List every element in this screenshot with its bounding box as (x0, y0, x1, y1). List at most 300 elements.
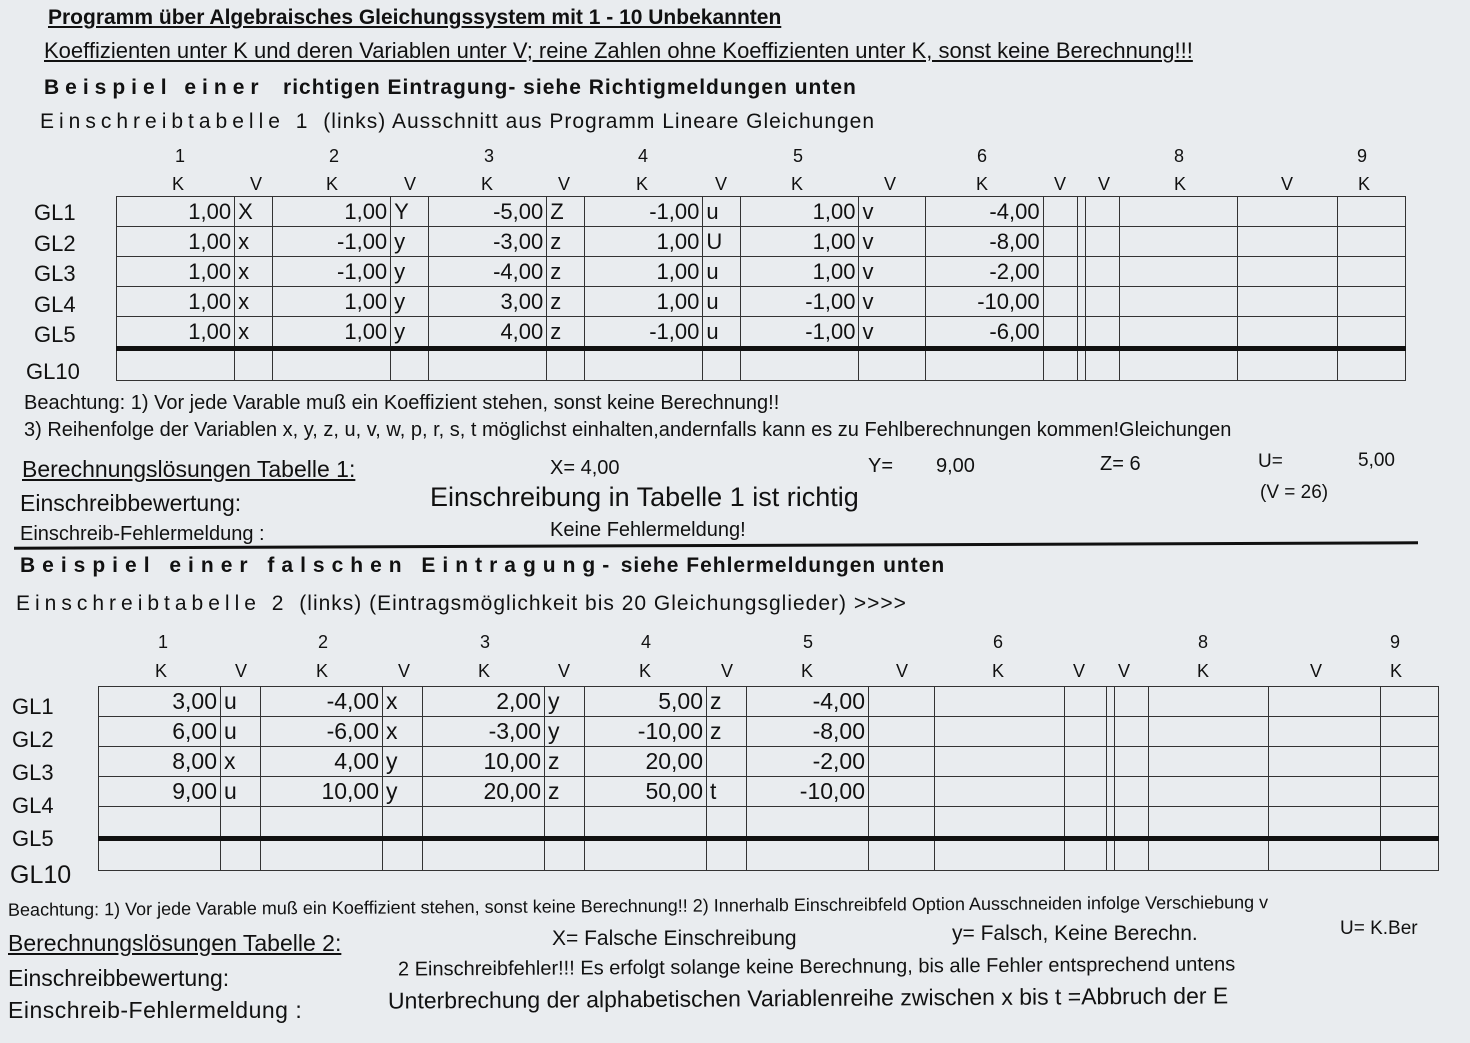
coefficient-cell[interactable]: -10,00 (585, 717, 707, 747)
section1-solution-z: Z= 6 (1100, 453, 1141, 475)
section1-v-value: (V = 26) (1260, 482, 1329, 503)
variable-cell[interactable] (1043, 317, 1077, 349)
coefficient-cell[interactable]: -4,00 (261, 687, 383, 717)
kv-label: V (1054, 174, 1067, 194)
coefficient-cell[interactable] (1077, 197, 1085, 227)
variable-cell[interactable] (1043, 349, 1077, 381)
variable-cell[interactable] (869, 717, 935, 747)
variable-cell[interactable] (221, 807, 261, 839)
coefficient-cell[interactable]: -2,00 (747, 747, 869, 777)
coefficient-cell[interactable] (1149, 839, 1269, 871)
variable-cell[interactable] (869, 839, 935, 871)
row-label: GL1 (12, 694, 54, 719)
row-label: GL2 (12, 727, 54, 752)
variable-cell[interactable] (1085, 349, 1119, 381)
coefficient-cell[interactable] (747, 839, 869, 871)
row-label: GL3 (12, 760, 54, 785)
section2-heading-spaced: Beispiel einer falschen Eintragung- (20, 554, 617, 577)
variable-cell[interactable] (1065, 807, 1107, 839)
coefficient-cell[interactable] (935, 839, 1065, 871)
coefficient-cell[interactable]: -4,00 (747, 687, 869, 717)
col-number: 6 (977, 146, 988, 166)
variable-cell[interactable]: v (859, 317, 925, 349)
variable-cell[interactable] (383, 807, 423, 839)
table-row (117, 317, 1406, 349)
coefficient-cell[interactable]: -1,00 (273, 227, 391, 257)
col-number: 6 (993, 632, 1004, 652)
variable-cell[interactable] (235, 349, 273, 381)
coefficient-cell[interactable]: 20,00 (423, 777, 545, 807)
coefficient-cell[interactable] (585, 349, 703, 381)
variable-cell[interactable]: v (859, 257, 925, 287)
coefficient-cell[interactable] (747, 807, 869, 839)
variable-cell[interactable] (1269, 717, 1381, 747)
kv-label: V (558, 174, 571, 194)
row-label: GL5 (12, 826, 54, 851)
coefficient-cell[interactable] (935, 807, 1065, 839)
section1-solutions-label: Berechnungslösungen Tabelle 1: (22, 456, 356, 482)
variable-cell[interactable]: y (391, 227, 429, 257)
variable-cell[interactable] (1269, 747, 1381, 777)
coefficient-cell[interactable]: -4,00 (429, 257, 547, 287)
coefficient-cell[interactable]: -1,00 (741, 317, 859, 349)
col-number: 1 (175, 146, 186, 166)
coefficient-cell[interactable]: 10,00 (261, 777, 383, 807)
coefficient-cell[interactable]: -8,00 (747, 717, 869, 747)
kv-label: K (155, 661, 168, 681)
section2-error-value: Unterbrechung der alphabetischen Variablenreihe zwischen x bis t =Abbruch der E (387, 982, 1229, 1014)
col-number: 3 (480, 632, 491, 652)
row-label: GL2 (34, 230, 76, 256)
col-number: 8 (1174, 146, 1185, 166)
coefficient-cell[interactable] (1337, 287, 1405, 317)
coefficient-cell[interactable]: 1,00 (117, 317, 235, 349)
coefficient-cell[interactable]: 3,00 (429, 287, 547, 317)
coefficient-cell[interactable]: -3,00 (429, 227, 547, 257)
variable-cell[interactable]: z (547, 287, 585, 317)
coefficient-cell[interactable] (99, 807, 221, 839)
variable-cell[interactable] (707, 747, 747, 777)
table-row (117, 197, 1406, 227)
variable-cell[interactable]: y (383, 777, 423, 807)
kv-label: V (715, 174, 728, 194)
variable-cell[interactable] (869, 777, 935, 807)
kv-label: K (636, 174, 649, 194)
coefficient-cell[interactable] (1149, 717, 1269, 747)
variable-cell[interactable] (1043, 197, 1077, 227)
section1-table-title-rest: (links) Ausschnitt aus Programm Lineare Gleichungen (323, 110, 876, 133)
variable-cell[interactable] (1115, 687, 1149, 717)
coefficient-cell[interactable] (429, 349, 547, 381)
coefficient-cell[interactable] (1077, 349, 1085, 381)
variable-cell[interactable] (1043, 227, 1077, 257)
variable-cell[interactable]: y (545, 717, 585, 747)
kv-label: K (1390, 661, 1403, 681)
coefficient-cell[interactable]: 10,00 (423, 747, 545, 777)
section2-note-1: Beachtung: 1) Vor jede Varable muß ein Koeffizient stehen, sonst keine Berechnung!! 2) Innerhalb Einschreibfeld Option Ausschneiden infolge Verschiebung v (7, 892, 1269, 920)
section2-solution-u: U= K.Ber (1340, 918, 1418, 939)
coefficient-cell[interactable] (1107, 717, 1115, 747)
kv-label: K (1174, 174, 1187, 194)
variable-cell[interactable]: u (221, 687, 261, 717)
variable-cell[interactable] (1115, 807, 1149, 839)
variable-cell[interactable]: x (235, 287, 273, 317)
section1-solution-u-label: U= (1258, 451, 1283, 472)
variable-cell[interactable] (383, 839, 423, 871)
section1-row-labels (26, 198, 80, 387)
col-number: 2 (329, 146, 340, 166)
coefficient-cell[interactable] (1149, 777, 1269, 807)
coefficient-cell[interactable] (1119, 349, 1237, 381)
variable-cell[interactable]: x (235, 257, 273, 287)
coefficient-cell[interactable]: -1,00 (273, 257, 391, 287)
coefficient-cell[interactable]: 3,00 (99, 687, 221, 717)
section1-solution-x: X= 4,00 (550, 457, 620, 479)
coefficient-cell[interactable]: -5,00 (429, 197, 547, 227)
table-row (99, 839, 1439, 871)
coefficient-cell[interactable] (1107, 807, 1115, 839)
coefficient-cell[interactable] (1077, 317, 1085, 349)
variable-cell[interactable] (1115, 747, 1149, 777)
coefficient-cell[interactable] (1337, 349, 1405, 381)
coefficient-cell[interactable]: 1,00 (741, 227, 859, 257)
variable-cell[interactable]: u (703, 197, 741, 227)
coefficient-cell[interactable] (1107, 839, 1115, 871)
table-row (117, 227, 1406, 257)
row-label: GL1 (34, 200, 76, 225)
section1-table-title-spaced: Einschreibtabelle 1 (40, 110, 313, 133)
coefficient-cell[interactable] (1119, 227, 1237, 257)
coefficient-cell[interactable] (1337, 317, 1405, 349)
kv-label: V (1118, 661, 1131, 681)
table-row (99, 687, 1439, 717)
variable-cell[interactable] (1269, 777, 1381, 807)
variable-cell[interactable] (1065, 747, 1107, 777)
table-row (99, 807, 1439, 839)
variable-cell[interactable] (1269, 839, 1381, 871)
coefficient-cell[interactable] (99, 839, 221, 871)
kv-label: K (172, 174, 185, 194)
col-number: 4 (641, 632, 652, 652)
row-label: GL4 (12, 793, 54, 818)
kv-label: K (326, 174, 339, 194)
coefficient-cell[interactable]: 1,00 (741, 197, 859, 227)
section2-heading (20, 554, 945, 578)
variable-cell[interactable]: y (545, 687, 585, 717)
variable-cell[interactable]: y (391, 287, 429, 317)
coefficient-cell[interactable] (1381, 839, 1439, 871)
variable-cell[interactable] (1065, 717, 1107, 747)
section2-error-label: Einschreib-Fehlermeldung : (8, 997, 303, 1023)
section1-rating-value: Einschreibung in Tabelle 1 ist richtig (430, 482, 859, 512)
kv-label: K (478, 661, 491, 681)
section2-table-title-rest: (links) (Eintragsmöglichkeit bis 20 Gleichungsglieder) >>>> (299, 592, 907, 615)
variable-cell[interactable] (1043, 287, 1077, 317)
variable-cell[interactable] (391, 349, 429, 381)
coefficient-cell[interactable]: 1,00 (273, 287, 391, 317)
entry-table-1 (116, 196, 1406, 381)
variable-cell[interactable] (869, 687, 935, 717)
variable-cell[interactable] (1065, 777, 1107, 807)
coefficient-cell[interactable]: 1,00 (741, 257, 859, 287)
variable-cell[interactable] (1237, 257, 1337, 287)
coefficient-cell[interactable]: 6,00 (99, 717, 221, 747)
coefficient-cell[interactable] (1107, 687, 1115, 717)
section2-solutions-label: Berechnungslösungen Tabelle 2: (8, 930, 342, 956)
coefficient-cell[interactable] (935, 747, 1065, 777)
kv-label: V (896, 661, 909, 681)
coefficient-cell[interactable] (1381, 747, 1439, 777)
coefficient-cell[interactable] (423, 807, 545, 839)
section1-solution-u-value: 5,00 (1358, 450, 1395, 471)
variable-cell[interactable]: t (707, 777, 747, 807)
variable-cell[interactable]: x (235, 317, 273, 349)
coefficient-cell[interactable] (741, 349, 859, 381)
col-number: 2 (318, 632, 329, 652)
coefficient-cell[interactable]: 1,00 (273, 317, 391, 349)
variable-cell[interactable]: u (703, 317, 741, 349)
coefficient-cell[interactable]: 1,00 (117, 197, 235, 227)
coefficient-cell[interactable]: -6,00 (261, 717, 383, 747)
coefficient-cell[interactable]: -3,00 (423, 717, 545, 747)
variable-cell[interactable]: v (859, 227, 925, 257)
coefficient-cell[interactable] (1337, 227, 1405, 257)
variable-cell[interactable]: x (383, 687, 423, 717)
variable-cell[interactable] (703, 349, 741, 381)
kv-label: V (235, 661, 248, 681)
variable-cell[interactable] (1269, 687, 1381, 717)
coefficient-cell[interactable]: -1,00 (741, 287, 859, 317)
coefficient-cell[interactable] (423, 839, 545, 871)
col-number: 9 (1390, 632, 1401, 652)
coefficient-cell[interactable]: 1,00 (117, 227, 235, 257)
variable-cell[interactable]: z (545, 777, 585, 807)
coefficient-cell[interactable]: 8,00 (99, 747, 221, 777)
kv-label: V (558, 661, 571, 681)
coefficient-cell[interactable] (585, 839, 707, 871)
section2-table-title-spaced: Einschreibtabelle 2 (16, 592, 289, 615)
coefficient-cell[interactable]: -6,00 (925, 317, 1043, 349)
col-number: 3 (484, 146, 495, 166)
variable-cell[interactable] (1237, 197, 1337, 227)
variable-cell[interactable]: U (703, 227, 741, 257)
kv-label: K (801, 661, 814, 681)
kv-label: K (1197, 661, 1210, 681)
variable-cell[interactable]: u (221, 777, 261, 807)
coefficient-cell[interactable]: 5,00 (585, 687, 707, 717)
section1-heading (44, 76, 857, 100)
variable-cell[interactable] (545, 807, 585, 839)
variable-cell[interactable] (221, 839, 261, 871)
variable-cell[interactable] (1115, 839, 1149, 871)
variable-cell[interactable] (1085, 257, 1119, 287)
kv-label: V (721, 661, 734, 681)
variable-cell[interactable] (869, 807, 935, 839)
coefficient-cell[interactable] (1381, 807, 1439, 839)
kv-label: V (398, 661, 411, 681)
coefficient-cell[interactable] (1381, 687, 1439, 717)
coefficient-cell[interactable] (1107, 777, 1115, 807)
variable-cell[interactable] (1085, 317, 1119, 349)
variable-cell[interactable] (1115, 717, 1149, 747)
variable-cell[interactable] (547, 349, 585, 381)
coefficient-cell[interactable] (1149, 747, 1269, 777)
coefficient-cell[interactable]: -4,00 (925, 197, 1043, 227)
coefficient-cell[interactable] (1077, 287, 1085, 317)
section1-heading-rest: richtigen Eintragung- siehe Richtigmeldungen unten (283, 76, 857, 99)
coefficient-cell[interactable]: -2,00 (925, 257, 1043, 287)
coefficient-cell[interactable]: 20,00 (585, 747, 707, 777)
coefficient-cell[interactable] (1381, 777, 1439, 807)
coefficient-cell[interactable] (1381, 717, 1439, 747)
section1-note-1: Beachtung: 1) Vor jede Varable muß ein Koeffizient stehen, sonst keine Berechnung!! (24, 392, 780, 414)
row-label: GL5 (34, 322, 76, 347)
coefficient-cell[interactable] (1337, 257, 1405, 287)
table-row (117, 349, 1406, 381)
coefficient-cell[interactable]: 1,00 (585, 287, 703, 317)
variable-cell[interactable]: z (545, 747, 585, 777)
coefficient-cell[interactable] (1119, 257, 1237, 287)
variable-cell[interactable]: y (383, 747, 423, 777)
coefficient-cell[interactable]: 1,00 (273, 197, 391, 227)
variable-cell[interactable]: z (707, 687, 747, 717)
variable-cell[interactable]: z (547, 227, 585, 257)
section1-error-label: Einschreib-Fehlermeldung : (20, 523, 265, 545)
coefficient-cell[interactable] (1337, 197, 1405, 227)
variable-cell[interactable]: y (391, 257, 429, 287)
section2-solution-x: X= Falsche Einschreibung (552, 927, 797, 950)
kv-label: V (250, 174, 263, 194)
variable-cell[interactable] (869, 747, 935, 777)
coefficient-cell[interactable]: 4,00 (261, 747, 383, 777)
row-label: GL3 (34, 261, 76, 286)
variable-cell[interactable] (1237, 227, 1337, 257)
coefficient-cell[interactable]: -1,00 (585, 197, 703, 227)
coefficient-cell[interactable] (585, 807, 707, 839)
variable-cell[interactable] (1065, 839, 1107, 871)
variable-cell[interactable] (1115, 777, 1149, 807)
variable-cell[interactable]: v (859, 197, 925, 227)
coefficient-cell[interactable]: 1,00 (117, 287, 235, 317)
coefficient-cell[interactable]: -10,00 (925, 287, 1043, 317)
variable-cell[interactable] (1065, 687, 1107, 717)
variable-cell[interactable] (1085, 197, 1119, 227)
variable-cell[interactable] (1085, 227, 1119, 257)
coefficient-cell[interactable]: 1,00 (117, 257, 235, 287)
variable-cell[interactable]: v (859, 287, 925, 317)
coefficient-cell[interactable]: -8,00 (925, 227, 1043, 257)
coefficient-cell[interactable] (1119, 287, 1237, 317)
variable-cell[interactable]: u (703, 287, 741, 317)
variable-cell[interactable] (1237, 287, 1337, 317)
coefficient-cell[interactable] (1119, 317, 1237, 349)
col-number: 1 (158, 632, 169, 652)
variable-cell[interactable]: X (235, 197, 273, 227)
coefficient-cell[interactable] (1149, 687, 1269, 717)
table-row (99, 717, 1439, 747)
variable-cell[interactable]: Y (391, 197, 429, 227)
coefficient-cell[interactable]: 4,00 (429, 317, 547, 349)
coefficient-cell[interactable] (935, 717, 1065, 747)
page-title: Programm über Algebraisches Gleichungssystem mit 1 - 10 Unbekannten (48, 6, 782, 29)
variable-cell[interactable] (1269, 807, 1381, 839)
section2-table-title (16, 592, 907, 616)
variable-cell[interactable]: u (221, 717, 261, 747)
variable-cell[interactable] (1237, 349, 1337, 381)
coefficient-cell[interactable] (117, 349, 235, 381)
variable-cell[interactable]: z (547, 257, 585, 287)
coefficient-cell[interactable] (1149, 807, 1269, 839)
variable-cell[interactable]: Z (547, 197, 585, 227)
variable-cell[interactable] (707, 839, 747, 871)
section2-row-labels (12, 690, 71, 891)
row-label: GL10 (10, 861, 72, 889)
variable-cell[interactable]: y (391, 317, 429, 349)
coefficient-cell[interactable] (1077, 257, 1085, 287)
variable-cell[interactable]: z (707, 717, 747, 747)
table-row (117, 257, 1406, 287)
col-number: 5 (803, 632, 814, 652)
kv-label: V (1073, 661, 1086, 681)
section2-solution-y: y= Falsch, Keine Berechn. (952, 922, 1198, 945)
coefficient-cell[interactable] (261, 807, 383, 839)
coefficient-cell[interactable] (935, 687, 1065, 717)
variable-cell[interactable]: u (703, 257, 741, 287)
kv-label: K (791, 174, 804, 194)
variable-cell[interactable]: x (235, 227, 273, 257)
coefficient-cell[interactable] (261, 839, 383, 871)
kv-label: K (639, 661, 652, 681)
coefficient-cell[interactable] (1107, 747, 1115, 777)
kv-label: V (884, 174, 897, 194)
table-row (117, 287, 1406, 317)
section1-solution-y-value: 9,00 (936, 455, 975, 477)
kv-label: V (1098, 174, 1111, 194)
variable-cell[interactable]: z (547, 317, 585, 349)
section1-solution-y-label: Y= (868, 455, 894, 477)
coefficient-cell[interactable] (935, 777, 1065, 807)
coefficient-cell[interactable] (273, 349, 391, 381)
variable-cell[interactable] (1085, 287, 1119, 317)
variable-cell[interactable] (1237, 317, 1337, 349)
variable-cell[interactable]: x (383, 717, 423, 747)
coefficient-cell[interactable]: 9,00 (99, 777, 221, 807)
variable-cell[interactable] (545, 839, 585, 871)
row-label: GL4 (34, 291, 76, 317)
variable-cell[interactable] (859, 349, 925, 381)
coefficient-cell[interactable]: -1,00 (585, 317, 703, 349)
kv-label: K (481, 174, 494, 194)
row-label: GL10 (26, 358, 80, 384)
coefficient-cell[interactable]: 1,00 (585, 257, 703, 287)
table-row (99, 747, 1439, 777)
coefficient-cell[interactable]: 50,00 (585, 777, 707, 807)
variable-cell[interactable] (707, 807, 747, 839)
coefficient-cell[interactable] (925, 349, 1043, 381)
section1-error-value: Keine Fehlermeldung! (550, 519, 746, 541)
coefficient-cell[interactable] (1119, 197, 1237, 227)
coefficient-cell[interactable]: -10,00 (747, 777, 869, 807)
coefficient-cell[interactable]: 2,00 (423, 687, 545, 717)
variable-cell[interactable] (1043, 257, 1077, 287)
col-number: 5 (793, 146, 804, 166)
variable-cell[interactable]: x (221, 747, 261, 777)
section1-table-title (40, 110, 875, 134)
coefficient-cell[interactable]: 1,00 (585, 227, 703, 257)
coefficient-cell[interactable] (1077, 227, 1085, 257)
kv-label: K (316, 661, 329, 681)
col-number: 4 (638, 146, 649, 166)
